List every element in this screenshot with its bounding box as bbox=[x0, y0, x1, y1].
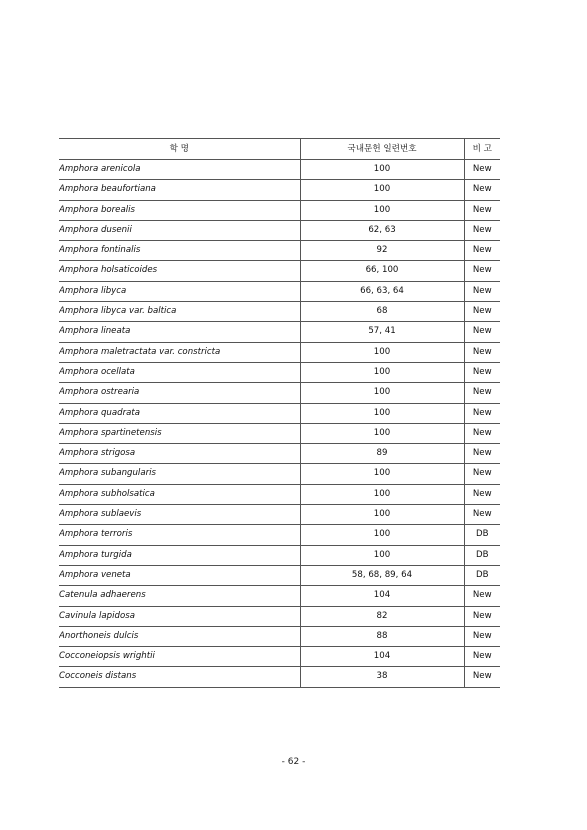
remarks-cell: New bbox=[464, 220, 500, 240]
table-row bbox=[59, 525, 500, 545]
table-row bbox=[59, 647, 500, 667]
table-row bbox=[59, 200, 500, 220]
remarks-cell: New bbox=[464, 383, 500, 403]
scientific-name-cell: Amphora subholsatica bbox=[59, 484, 300, 504]
table-row bbox=[59, 281, 500, 301]
reference-number-cell: 92 bbox=[300, 241, 464, 261]
reference-number-cell: 82 bbox=[300, 606, 464, 626]
scientific-name-cell: Amphora subangularis bbox=[59, 464, 300, 484]
table-row bbox=[59, 667, 500, 687]
table-row bbox=[59, 505, 500, 525]
reference-number-cell: 100 bbox=[300, 545, 464, 565]
remarks-cell: New bbox=[464, 626, 500, 646]
remarks-cell: New bbox=[464, 505, 500, 525]
remarks-cell: New bbox=[464, 200, 500, 220]
scientific-name-cell: Amphora fontinalis bbox=[59, 241, 300, 261]
remarks-cell: New bbox=[464, 362, 500, 382]
scientific-name-cell: Amphora sublaevis bbox=[59, 505, 300, 525]
table-header-row bbox=[59, 139, 500, 160]
remarks-cell: New bbox=[464, 281, 500, 301]
scientific-name-cell: Amphora turgida bbox=[59, 545, 300, 565]
header-remarks: 비 고 bbox=[464, 139, 500, 160]
scientific-name-cell: Amphora lineata bbox=[59, 322, 300, 342]
table-row bbox=[59, 322, 500, 342]
reference-number-cell: 100 bbox=[300, 362, 464, 382]
remarks-cell: New bbox=[464, 423, 500, 443]
reference-number-cell: 66, 63, 64 bbox=[300, 281, 464, 301]
remarks-cell: DB bbox=[464, 545, 500, 565]
table-row bbox=[59, 160, 500, 180]
remarks-cell: New bbox=[464, 586, 500, 606]
table-row bbox=[59, 626, 500, 646]
reference-number-cell: 100 bbox=[300, 403, 464, 423]
reference-number-cell: 104 bbox=[300, 647, 464, 667]
scientific-name-cell: Amphora dusenii bbox=[59, 220, 300, 240]
species-table bbox=[59, 138, 500, 688]
reference-number-cell: 58, 68, 89, 64 bbox=[300, 565, 464, 585]
table-row bbox=[59, 241, 500, 261]
remarks-cell: New bbox=[464, 261, 500, 281]
reference-number-cell: 62, 63 bbox=[300, 220, 464, 240]
table-row bbox=[59, 423, 500, 443]
remarks-cell: New bbox=[464, 464, 500, 484]
reference-number-cell: 100 bbox=[300, 505, 464, 525]
reference-number-cell: 100 bbox=[300, 484, 464, 504]
remarks-cell: New bbox=[464, 342, 500, 362]
remarks-cell: DB bbox=[464, 525, 500, 545]
scientific-name-cell: Cocconeiopsis wrightii bbox=[59, 647, 300, 667]
scientific-name-cell: Amphora ocellata bbox=[59, 362, 300, 382]
table-row bbox=[59, 302, 500, 322]
remarks-cell: New bbox=[464, 484, 500, 504]
reference-number-cell: 100 bbox=[300, 464, 464, 484]
table-row bbox=[59, 606, 500, 626]
scientific-name-cell: Amphora strigosa bbox=[59, 444, 300, 464]
table-row bbox=[59, 362, 500, 382]
remarks-cell: New bbox=[464, 322, 500, 342]
remarks-cell: New bbox=[464, 241, 500, 261]
table-body bbox=[59, 160, 500, 688]
header-reference-number: 국내문헌 일련번호 bbox=[300, 139, 464, 160]
scientific-name-cell: Anorthoneis dulcis bbox=[59, 626, 300, 646]
remarks-cell: New bbox=[464, 180, 500, 200]
reference-number-cell: 100 bbox=[300, 180, 464, 200]
remarks-cell: New bbox=[464, 647, 500, 667]
reference-number-cell: 89 bbox=[300, 444, 464, 464]
scientific-name-cell: Amphora libyca bbox=[59, 281, 300, 301]
reference-number-cell: 57, 41 bbox=[300, 322, 464, 342]
table-row bbox=[59, 586, 500, 606]
table-row bbox=[59, 180, 500, 200]
scientific-name-cell: Cocconeis distans bbox=[59, 667, 300, 687]
reference-number-cell: 100 bbox=[300, 342, 464, 362]
table-row bbox=[59, 444, 500, 464]
scientific-name-cell: Amphora quadrata bbox=[59, 403, 300, 423]
remarks-cell: New bbox=[464, 403, 500, 423]
reference-number-cell: 100 bbox=[300, 383, 464, 403]
scientific-name-cell: Amphora libyca var. baltica bbox=[59, 302, 300, 322]
reference-number-cell: 100 bbox=[300, 200, 464, 220]
table-row bbox=[59, 565, 500, 585]
table-row bbox=[59, 261, 500, 281]
table-row bbox=[59, 220, 500, 240]
reference-number-cell: 66, 100 bbox=[300, 261, 464, 281]
reference-number-cell: 104 bbox=[300, 586, 464, 606]
scientific-name-cell: Amphora veneta bbox=[59, 565, 300, 585]
scientific-name-cell: Amphora holsaticoides bbox=[59, 261, 300, 281]
scientific-name-cell: Amphora terroris bbox=[59, 525, 300, 545]
scientific-name-cell: Amphora maletractata var. constricta bbox=[59, 342, 300, 362]
scientific-name-cell: Amphora ostrearia bbox=[59, 383, 300, 403]
remarks-cell: New bbox=[464, 606, 500, 626]
remarks-cell: New bbox=[464, 160, 500, 180]
page-number: - 62 - bbox=[281, 757, 306, 767]
scientific-name-cell: Cavinula lapidosa bbox=[59, 606, 300, 626]
remarks-cell: New bbox=[464, 444, 500, 464]
scientific-name-cell: Amphora borealis bbox=[59, 200, 300, 220]
table-row bbox=[59, 464, 500, 484]
scientific-name-cell: Amphora arenicola bbox=[59, 160, 300, 180]
remarks-cell: New bbox=[464, 667, 500, 687]
scientific-name-cell: Amphora spartinetensis bbox=[59, 423, 300, 443]
reference-number-cell: 100 bbox=[300, 423, 464, 443]
scientific-name-cell: Catenula adhaerens bbox=[59, 586, 300, 606]
table-row bbox=[59, 383, 500, 403]
reference-number-cell: 38 bbox=[300, 667, 464, 687]
remarks-cell: New bbox=[464, 302, 500, 322]
table-row bbox=[59, 403, 500, 423]
remarks-cell: DB bbox=[464, 565, 500, 585]
reference-number-cell: 100 bbox=[300, 525, 464, 545]
scientific-name-cell: Amphora beaufortiana bbox=[59, 180, 300, 200]
reference-number-cell: 88 bbox=[300, 626, 464, 646]
table-row bbox=[59, 342, 500, 362]
table-row bbox=[59, 545, 500, 565]
header-scientific-name: 학 명 bbox=[59, 139, 300, 160]
reference-number-cell: 100 bbox=[300, 160, 464, 180]
reference-number-cell: 68 bbox=[300, 302, 464, 322]
table-row bbox=[59, 484, 500, 504]
